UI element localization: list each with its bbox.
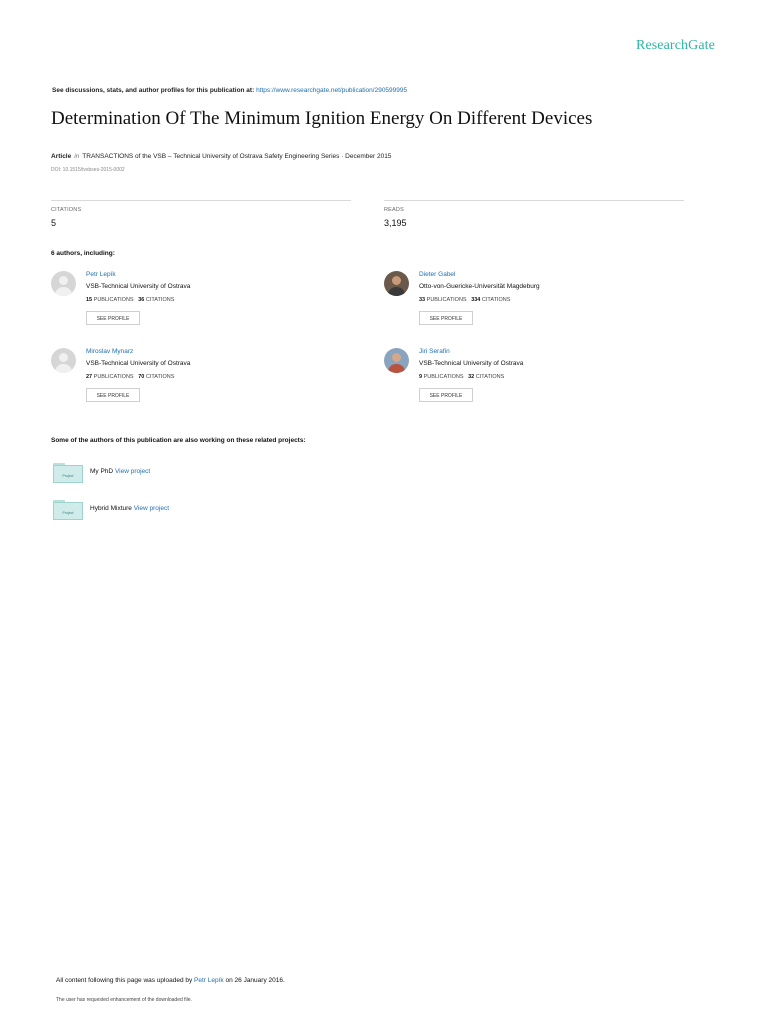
upload-prefix: All content following this page was uploaded by	[56, 977, 193, 984]
citations-count: 70	[138, 374, 145, 380]
uploader-link[interactable]: Petr Lepík	[194, 977, 224, 984]
doi-text: DOI: 10.1515/tvsbses-2015-0002	[51, 167, 125, 173]
author-card	[51, 271, 351, 333]
photo-avatar-icon[interactable]	[384, 348, 409, 373]
reads-divider	[384, 200, 684, 201]
author-affiliation: Otto-von-Guericke-Universität Magdeburg	[419, 283, 540, 290]
citations-divider	[51, 200, 351, 201]
publications-label: PUBLICATIONS	[423, 374, 464, 380]
meta-in: in	[74, 153, 80, 160]
citations-label-small: CITATIONS	[475, 374, 505, 380]
author-name[interactable]: Petr Lepík	[86, 271, 116, 278]
citations-value: 5	[51, 218, 57, 228]
publication-venue: TRANSACTIONS of the VSB – Technical University of Ostrava Safety Engineering Series · December 2015	[82, 153, 392, 160]
upload-note	[56, 977, 285, 984]
publications-count: 33	[419, 297, 426, 303]
citations-label-small: CITATIONS	[145, 297, 175, 303]
project-name: Hybrid Mixture	[90, 505, 132, 512]
author-card	[51, 348, 351, 410]
author-name[interactable]: Jiri Serafin	[419, 348, 450, 355]
projects-heading: Some of the authors of this publication are also working on these related projects:	[51, 437, 306, 444]
see-profile-button[interactable]: SEE PROFILE	[419, 388, 473, 402]
publication-type: Article	[51, 153, 72, 160]
publications-label: PUBLICATIONS	[93, 297, 134, 303]
author-card	[384, 348, 684, 410]
publication-link[interactable]: https://www.researchgate.net/publication/290599995	[256, 87, 408, 94]
project-folder-label: Project	[53, 465, 83, 483]
project-folder-label: Project	[53, 502, 83, 520]
citations-label: CITATIONS	[51, 207, 82, 213]
author-stats	[86, 297, 174, 303]
view-project-link[interactable]: View project	[133, 505, 170, 512]
author-name[interactable]: Miroslav Mynarz	[86, 348, 134, 355]
citations-label-small: CITATIONS	[481, 297, 511, 303]
discussion-note	[52, 87, 407, 94]
project-text	[90, 505, 169, 512]
upload-suffix: on 26 January 2016.	[225, 977, 285, 984]
citations-count: 334	[471, 297, 481, 303]
publications-count: 15	[86, 297, 93, 303]
page-title: Determination Of The Minimum Ignition Energy On Different Devices	[51, 108, 593, 129]
publications-count: 9	[419, 374, 423, 380]
reads-label: READS	[384, 207, 404, 213]
enhancement-note: The user has requested enhancement of the downloaded file.	[56, 997, 192, 1003]
project-text	[90, 468, 150, 475]
photo-avatar-icon[interactable]	[384, 271, 409, 296]
discussion-text: See discussions, stats, and author profiles for this publication at:	[52, 87, 255, 94]
citations-count: 32	[468, 374, 475, 380]
default-avatar-icon[interactable]	[51, 348, 76, 373]
reads-value: 3,195	[384, 218, 407, 228]
author-card	[384, 271, 684, 333]
publications-label: PUBLICATIONS	[93, 374, 134, 380]
project-folder-icon[interactable]	[53, 463, 83, 483]
author-affiliation: VSB-Technical University of Ostrava	[86, 283, 191, 290]
publications-label: PUBLICATIONS	[426, 297, 467, 303]
author-stats	[419, 374, 504, 380]
project-folder-icon[interactable]	[53, 500, 83, 520]
citations-count: 36	[138, 297, 145, 303]
see-profile-button[interactable]: SEE PROFILE	[86, 388, 140, 402]
publications-count: 27	[86, 374, 93, 380]
author-name[interactable]: Dieter Gabel	[419, 271, 456, 278]
author-affiliation: VSB-Technical University of Ostrava	[86, 360, 191, 367]
author-affiliation: VSB-Technical University of Ostrava	[419, 360, 524, 367]
author-stats	[419, 297, 510, 303]
project-name: My PhD	[90, 468, 114, 475]
view-project-link[interactable]: View project	[114, 468, 151, 475]
authors-heading: 6 authors, including:	[51, 250, 115, 257]
publication-meta	[51, 153, 391, 160]
citations-label-small: CITATIONS	[145, 374, 175, 380]
see-profile-button[interactable]: SEE PROFILE	[86, 311, 140, 325]
default-avatar-icon[interactable]	[51, 271, 76, 296]
researchgate-logo[interactable]: ResearchGate	[636, 38, 715, 53]
author-stats	[86, 374, 174, 380]
see-profile-button[interactable]: SEE PROFILE	[419, 311, 473, 325]
